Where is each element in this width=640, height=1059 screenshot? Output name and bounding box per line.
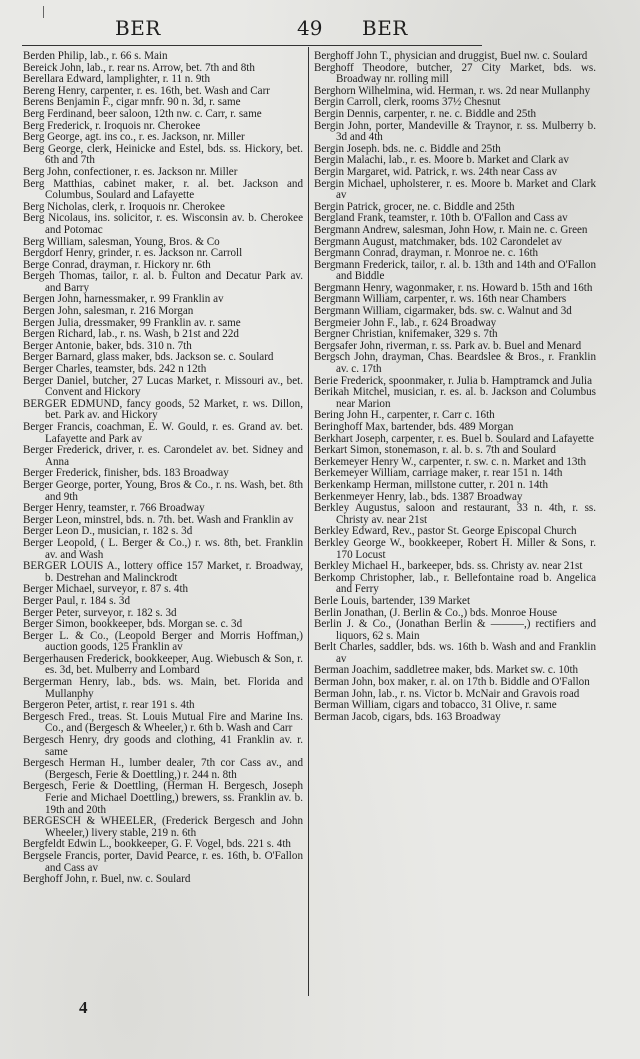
directory-entry: Bergsch John, drayman, Chas. Beardslee & Bros., r. Franklin av. c. 17th	[314, 351, 596, 376]
directory-entry: Berellara Edward, lamplighter, r. 11 n. 9th	[23, 73, 211, 86]
directory-entry: Berg George, clerk, Heinicke and Estel, bds. ss. Hickory, bet. 6th and 7th	[23, 142, 303, 167]
directory-entry: Bergmann August, matchmaker, bds. 102 Carondelet av	[314, 235, 562, 248]
directory-entry: Berger Frederick, finisher, bds. 183 Broadway	[23, 467, 229, 480]
directory-entry: Berkemeyer Henry W., carpenter, r. sw. c. n. Market and 13th	[314, 455, 587, 468]
right-guide-word: BER	[362, 16, 408, 40]
directory-entry: Berghoff Theodore, butcher, 27 City Market, bds. ws. Broadway nr. rolling mill	[314, 61, 596, 86]
directory-entry: Bergmann William, carpenter, r. ws. 16th near Chambers	[314, 293, 567, 306]
directory-entry: Bergmann William, cigarmaker, bds. sw. c. Walnut and 3d	[314, 305, 572, 318]
directory-entry: Berger Francis, coachman, E. W. Gould, r. es. Grand av. bet. Lafayette and Park av	[23, 421, 303, 445]
directory-entry: BERGER LOUIS A., lottery office 157 Market, r. Broadway, b. Destrehan and Malinckrodt	[23, 560, 303, 584]
directory-entry: Berkemeyer William, carriage maker, r. rear 151 n. 14th	[314, 467, 563, 480]
directory-entry: Berg Ferdinand, beer saloon, 12th nw. c. Carr, r. same	[23, 107, 262, 120]
directory-entry: Berlin Jonathan, (J. Berlin & Co.,) bds. Monroe House	[314, 606, 558, 619]
directory-entry: Berger Leopold, ( L. Berger & Co.,) r. ws. 8th, bet. Franklin av. and Wash	[23, 536, 303, 561]
directory-entry: Bergin Malachi, lab., r. es. Moore b. Market and Clark av	[314, 154, 569, 167]
directory-entry: Berger Simon, bookkeeper, bds. Morgan se. c. 3d	[23, 618, 243, 631]
page-header	[22, 16, 603, 46]
directory-entry: Berger Leon, minstrel, bds. n. 7th. bet. Wash and Franklin av	[23, 513, 294, 526]
directory-entry: Bergin Carroll, clerk, rooms 37½ Chesnut	[314, 96, 501, 109]
directory-entry: Berie Frederick, spoonmaker, r. Julia b. Hamptramck and Julia	[314, 374, 593, 387]
column-divider	[308, 47, 309, 996]
directory-entry: Berens Benjamin F., cigar mnfr. 90 n. 3d, r. same	[23, 96, 241, 109]
directory-entry: Berg Matthias, cabinet maker, r. al. bet. Jackson and Columbus, Soulard and Lafayette	[23, 177, 303, 202]
directory-entry: Berghoff John T., physician and druggist, Buel nw. c. Soulard	[314, 50, 588, 62]
directory-entry: BERGESCH & WHEELER, (Frederick Bergesch and John Wheeler,) livery stable, 219 n. 6th	[23, 815, 303, 839]
directory-entry: Berkenmeyer Henry, lab., bds. 1387 Broadway	[314, 490, 523, 503]
directory-entry: Berg Frederick, r. Iroquois nr. Cherokee	[23, 119, 201, 132]
directory-entry: Berman Joachim, saddletree maker, bds. Market sw. c. 10th	[314, 664, 579, 677]
directory-entry: Berkenkamp Herman, millstone cutter, r. 201 n. 14th	[314, 478, 549, 491]
directory-entry: Bergen John, salesman, r. 216 Morgan	[23, 305, 194, 318]
directory-entry: Bereick John, lab., r. rear ns. Arrow, bet. 7th and 8th	[23, 61, 255, 74]
directory-entry: Bergin Joseph. bds. ne. c. Biddle and 25th	[314, 142, 501, 155]
directory-entry: Berg Nicholas, clerk, r. Iroquois nr. Cherokee	[23, 200, 225, 213]
directory-entry: Bergmann Andrew, salesman, John How, r. Main ne. c. Green	[314, 223, 588, 236]
directory-entry: Bergsele Francis, porter, David Pearce, r. es. 16th, b. O'Fallon and Cass av	[23, 849, 303, 874]
directory-entry: Berkart Simon, stonemason, r. al. b. s. 7th and Soulard	[314, 444, 556, 457]
directory-entry: Berghoff John, r. Buel, nw. c. Soulard	[23, 873, 191, 886]
directory-entry: Bergerman Henry, lab., bds. ws. Main, bet. Florida and Mullanphy	[23, 676, 303, 700]
directory-entry: Beringhoff Max, bartender, bds. 489 Morgan	[314, 421, 514, 433]
directory-entry: Berlt Charles, saddler, bds. ws. 16th b. Wash and and Franklin av	[314, 641, 596, 665]
left-guide-word: BER	[115, 16, 161, 40]
directory-entry: Bergen Richard, lab., r. ns. Wash, b 21st and 22d	[23, 328, 239, 341]
directory-entry: Berman John, box maker, r. al. on 17th b. Biddle and O'Fallon	[314, 676, 590, 689]
directory-entry: Berkley Edward, Rev., pastor St. George Episcopal Church	[314, 525, 577, 538]
directory-entry: Bergesch Fred., treas. St. Louis Mutual Fire and Marine Ins. Co., and (Bergesch & Wheeler,) r. 6th b. Wash and Carr	[23, 710, 303, 735]
directory-entry: Bereng Henry, carpenter, r. es. 16th, bet. Wash and Carr	[23, 84, 270, 97]
directory-entry: Berger George, porter, Young, Bros & Co., r. ns. Wash, bet. 8th and 9th	[23, 478, 303, 503]
directory-entry: Bergen Julia, dressmaker, 99 Franklin av. r. same	[23, 316, 241, 329]
directory-entry: Berkley Augustus, saloon and restaurant, 33 n. 4th, r. ss. Christy av. near 21st	[314, 502, 596, 526]
directory-entry: Berg John, confectioner, r. es. Jackson nr. Miller	[23, 165, 238, 178]
directory-entry: Bergerhausen Frederick, bookkeeper, Aug. Wiebusch & Son, r. es. 3d, bet. Mulberry and Lombard	[23, 652, 303, 677]
directory-entry: Berger Peter, surveyor, r. 182 s. 3d	[23, 606, 177, 619]
signature-mark: 4	[79, 998, 88, 1017]
directory-entry: Berger Michael, surveyor, r. 87 s. 4th	[23, 583, 189, 596]
directory-entry: Berghorn Wilhelmina, wid. Herman, r. ws. 2d near Mullanphy	[314, 84, 591, 97]
left-column	[23, 51, 303, 886]
directory-entry: Bergmeier John F., lab., r. 624 Broadway	[314, 316, 497, 329]
directory-entry: Bergner Christian, knifemaker, 329 s. 7th	[314, 328, 498, 341]
directory-entry: Bergesch Henry, dry goods and clothing, 41 Franklin av. r. same	[23, 734, 303, 758]
directory-entry: Bering John H., carpenter, r. Carr c. 16th	[314, 409, 495, 422]
directory-entry: Bergin John, porter, Mandeville & Traynor, r. ss. Mulberry b. 3d and 4th	[314, 119, 596, 144]
directory-entry: Bergesch, Ferie & Doettling, (Herman H. Bergesch, Joseph Ferie and Michael Doettling,) brewers, ss. Franklin av. b. 19th and 20th	[23, 780, 303, 816]
directory-entry: Berlin J. & Co., (Jonathan Berlin & ———,) rectifiers and liquors, 62 s. Main	[314, 618, 596, 642]
directory-entry: Berger Barnard, glass maker, bds. Jackson se. c. Soulard	[23, 351, 274, 364]
directory-entry: Berger Charles, teamster, bds. 242 n 12th	[23, 363, 207, 376]
directory-entry: Bergmann Conrad, drayman, r. Monroe ne. c. 16th	[314, 247, 539, 260]
directory-entry: Berge Conrad, drayman, r. Hickory nr. 6th	[23, 258, 211, 271]
directory-entry: Bergin Dennis, carpenter, r. ne. c. Biddle and 25th	[314, 107, 537, 120]
directory-entry: Bergfeldt Edwin L., bookkeeper, G. F. Vogel, bds. 221 s. 4th	[23, 838, 291, 851]
directory-entry: Berger Antonie, baker, bds. 310 n. 7th	[23, 339, 192, 352]
directory-entry: Bergesch Herman H., lumber dealer, 7th cor Cass av., and (Bergesch, Ferie & Doettling,) r. 244 n. 8th	[23, 757, 303, 781]
directory-entry: Berg George, agt. ins co., r. es. Jackson, nr. Miller	[23, 131, 245, 144]
directory-entry: Berger Paul, r. 184 s. 3d	[23, 594, 131, 607]
directory-entry: Berg Nicolaus, ins. solicitor, r. es. Wisconsin av. b. Cherokee and Potomac	[23, 212, 303, 236]
directory-entry: Berkley George W., bookkeeper, Robert H. Miller & Sons, r. 170 Locust	[314, 536, 596, 561]
directory-entry: Bergeron Peter, artist, r. rear 191 s. 4th	[23, 699, 195, 712]
directory-entry: Berger Leon D., musician, r. 182 s. 3d	[23, 525, 193, 538]
directory-entry: Berman William, cigars and tobacco, 31 Olive, r. same	[314, 699, 557, 712]
directory-entry: Bergeh Thomas, tailor, r. al. b. Fulton and Decatur Park av. and Barry	[23, 270, 303, 294]
directory-entry: Berger L. & Co., (Leopold Berger and Morris Hoffman,) auction goods, 125 Franklin av	[23, 629, 303, 654]
directory-entry: Berkhart Joseph, carpenter, r. es. Buel b. Soulard and Lafayette	[314, 432, 594, 445]
page-number: 49	[297, 16, 323, 40]
directory-entry: Bergsafer John, riverman, r. ss. Park av. b. Buel and Menard	[314, 339, 582, 352]
directory-entry: Berkley Michael H., barkeeper, bds. ss. Christy av. near 21st	[314, 560, 583, 573]
directory-entry: Berkomp Christopher, lab., r. Bellefontaine road b. Angelica and Ferry	[314, 571, 596, 596]
directory-entry: Berger Frederick, driver, r. es. Carondelet av. bet. Sidney and Anna	[23, 444, 303, 468]
directory-entry: Bergin Patrick, grocer, ne. c. Biddle and 25th	[314, 200, 515, 213]
directory-entry: Berg William, salesman, Young, Bros. & Co	[23, 235, 220, 248]
header-rule	[22, 45, 482, 46]
directory-entry: Berikah Mitchel, musician, r. es. al. b. Jackson and Columbus near Marion	[314, 386, 596, 410]
directory-entry: Berger Henry, teamster, r. 766 Broadway	[23, 502, 205, 515]
directory-entry: Bergmann Frederick, tailor, r. al. b. 13th and 14th and O'Fallon and Biddle	[314, 258, 596, 283]
directory-entry: Berman John, lab., r. ns. Victor b. McNair and Gravois road	[314, 687, 580, 700]
directory-entry: Berden Philip, lab., r. 66 s. Main	[23, 50, 168, 62]
directory-entry: Bergmann Henry, wagonmaker, r. ns. Howard b. 15th and 16th	[314, 281, 593, 294]
directory-entry: Berger Daniel, butcher, 27 Lucas Market, r. Missouri av., bet. Convent and Hickory	[23, 374, 303, 399]
directory-entry: Bergdorf Henry, grinder, r. es. Jackson nr. Carroll	[23, 247, 243, 260]
right-column	[314, 51, 596, 723]
directory-entry: Bergland Frank, teamster, r. 10th b. O'Fallon and Cass av	[314, 212, 568, 225]
directory-entry: Bergin Margaret, wid. Patrick, r. ws. 24th near Cass av	[314, 165, 557, 178]
directory-entry: Bergen John, harnessmaker, r. 99 Franklin av	[23, 293, 224, 306]
directory-entry: Bergin Michael, upholsterer, r. es. Moore b. Market and Clark av	[314, 177, 596, 202]
directory-entry: BERGER EDMUND, fancy goods, 52 Market, r. ws. Dillon, bet. Park av. and Hickory	[23, 397, 303, 422]
directory-entry: Berman Jacob, cigars, bds. 163 Broadway	[314, 710, 501, 723]
directory-entry: Berle Louis, bartender, 139 Market	[314, 594, 471, 607]
